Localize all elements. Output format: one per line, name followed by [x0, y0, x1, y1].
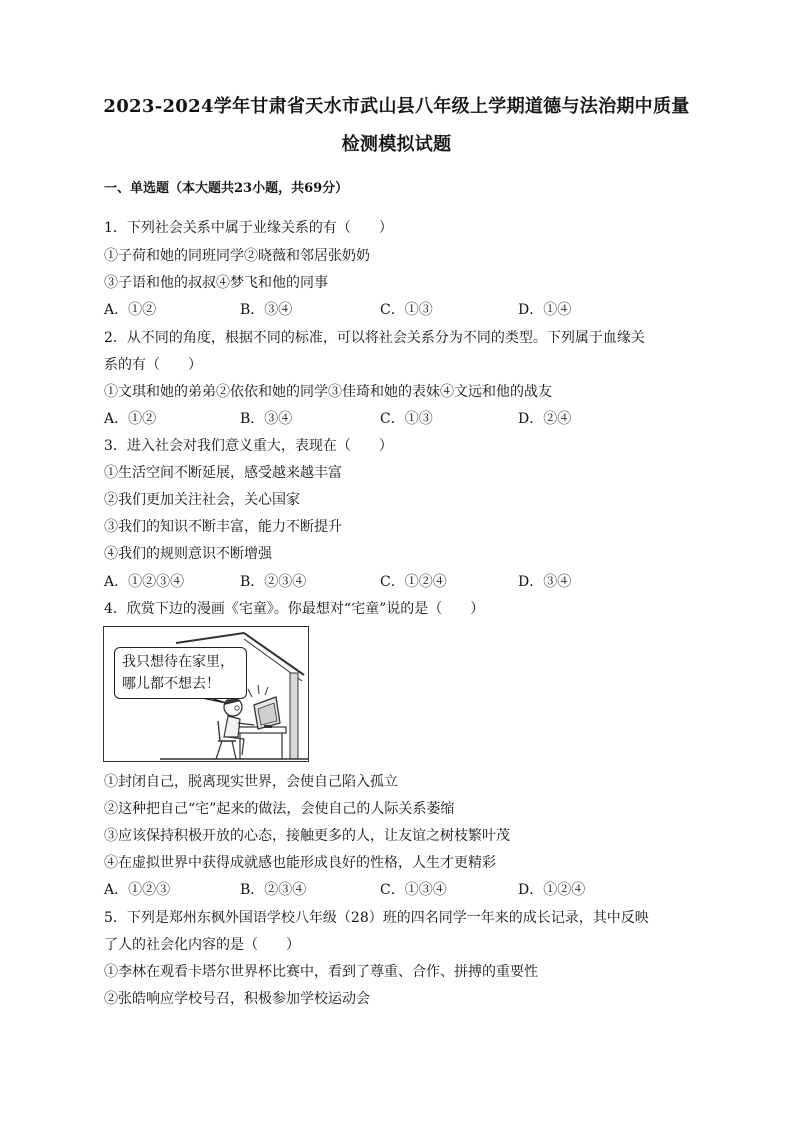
question-3-option-d: D．③④ — [518, 574, 572, 590]
question-1-option-a: A．①② — [104, 302, 157, 318]
question-2-option-d: D．②④ — [518, 411, 572, 427]
question-2-stem: 系的有（ ） — [104, 357, 202, 373]
question-2-option-c: C．①③ — [380, 411, 433, 427]
question-3-item: ①生活空间不断延展，感受越来越丰富 — [104, 465, 342, 481]
question-3-option-a: A．①②③④ — [104, 574, 185, 590]
question-3-stem: 3．进入社会对我们意义重大，表现在（ ） — [104, 438, 393, 454]
question-4-stem: 4．欣赏下边的漫画《宅童》。你最想对“宅童”说的是（ ） — [104, 601, 485, 617]
question-3-item: ③我们的知识不断丰富，能力不断提升 — [104, 519, 342, 535]
question-1-option-b: B．③④ — [240, 302, 293, 318]
comic-text-line-1: 我只想待在家里， — [122, 654, 234, 670]
question-4-item: ③应该保持积极开放的心态，接触更多的人，让友谊之树枝繁叶茂 — [104, 828, 510, 844]
question-4-option-d: D．①②④ — [518, 882, 586, 898]
question-3-option-c: C．①②④ — [380, 574, 447, 590]
question-2-stem: 2．从不同的角度，根据不同的标准，可以将社会关系分为不同的类型。下列属于血缘关 — [104, 330, 645, 346]
question-1-option-d: D．①④ — [518, 302, 572, 318]
comic-speech-bubble — [114, 647, 247, 699]
question-2-option-b: B．③④ — [240, 411, 293, 427]
exam-title-line-1: 2023-2024学年甘肃省天水市武山县八年级上学期道德与法治期中质量 — [103, 96, 690, 117]
question-5-stem: 了人的社会化内容的是（ ） — [104, 937, 300, 953]
question-2-item: ①文琪和她的弟弟②依依和她的同学③佳琦和她的表妹④文远和他的战友 — [104, 384, 552, 400]
question-5-item: ②张皓响应学校号召，积极参加学校运动会 — [104, 991, 370, 1007]
exam-title-line-2: 检测模拟试题 — [341, 134, 452, 155]
comic-text-line-2: 哪儿都不想去！ — [122, 676, 220, 692]
question-1-item: ①子荷和她的同班同学②晓薇和邻居张奶奶 — [104, 248, 370, 264]
question-3-option-b: B．②③④ — [240, 574, 307, 590]
question-3-item: ④我们的规则意识不断增强 — [104, 546, 272, 562]
question-4-item: ①封闭自己，脱离现实世界，会使自己陷入孤立 — [104, 774, 398, 790]
question-5-item: ①李林在观看卡塔尔世界杯比赛中，看到了尊重、合作、拼搏的重要性 — [104, 964, 538, 980]
question-4-item: ②这种把自己“宅”起来的做法，会使自己的人际关系萎缩 — [104, 801, 455, 817]
section-header: 一、单选题（本大题共23小题，共69分） — [104, 181, 349, 196]
question-1-stem: 1．下列社会关系中属于业缘关系的有（ ） — [104, 220, 393, 236]
comic-image — [103, 626, 309, 762]
question-4-option-b: B．②③④ — [240, 882, 307, 898]
question-3-item: ②我们更加关注社会，关心国家 — [104, 492, 300, 508]
question-2-option-a: A．①② — [104, 411, 157, 427]
question-5-stem: 5．下列是郑州东枫外国语学校八年级（28）班的四名同学一年来的成长记录，其中反映 — [104, 910, 649, 926]
question-4-option-a: A．①②③ — [104, 882, 171, 898]
question-1-item: ③子语和他的叔叔④梦飞和他的同事 — [104, 275, 328, 291]
question-4-item: ④在虚拟世界中获得成就感也能形成良好的性格，人生才更精彩 — [104, 855, 496, 871]
question-1-option-c: C．①③ — [380, 302, 433, 318]
question-4-option-c: C．①③④ — [380, 882, 447, 898]
